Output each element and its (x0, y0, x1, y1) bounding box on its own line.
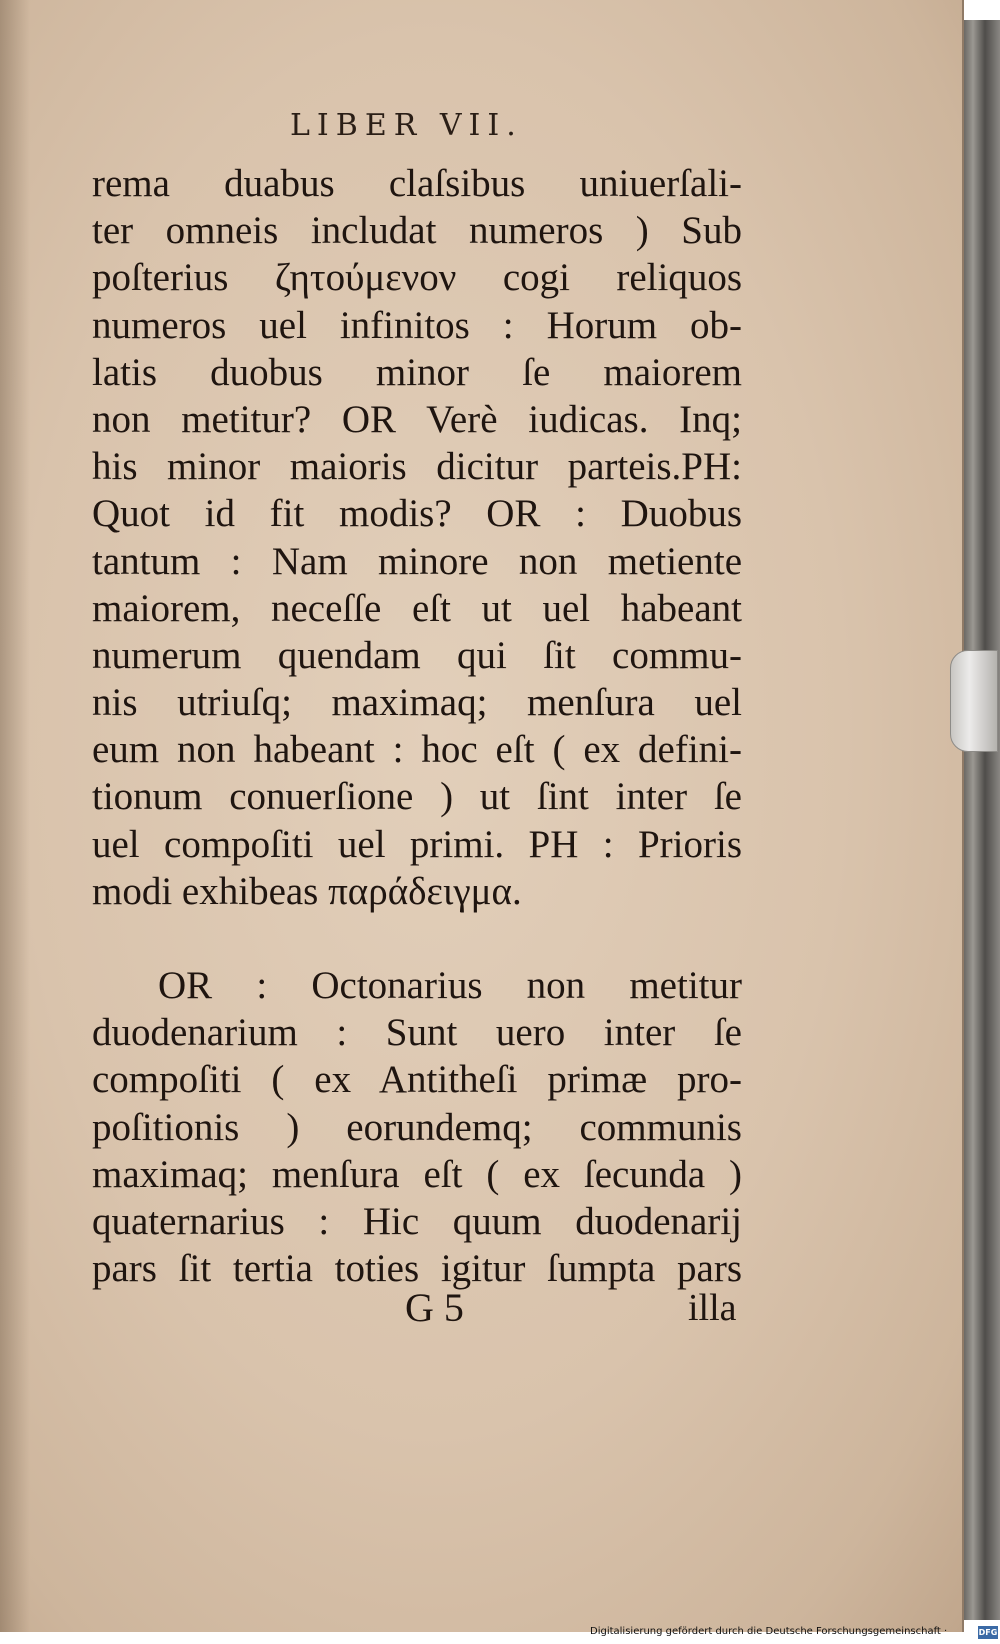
text-line: numeros uel infinitos : Horum ob- (92, 303, 742, 347)
text-line: tionum conuerſione ) ut ſint inter ſe (92, 775, 742, 819)
text-line: duodenarium : Sunt uero inter ſe (92, 1011, 742, 1055)
body-text (92, 160, 742, 1292)
text-line: maximaq; menſura eſt ( ex ſecunda ) (92, 1152, 742, 1196)
running-head: LIBER VII. (290, 108, 523, 143)
text-line: compoſiti ( ex Antitheſi primæ pro- (92, 1058, 742, 1102)
page-clip (950, 650, 998, 752)
text-line: modi exhibeas παράδειγμα. (92, 869, 522, 913)
paragraph-gap (92, 915, 742, 962)
text-line: uel compoſiti uel primi. PH : Prioris (92, 822, 742, 866)
text-line: poſterius ζητούμενον cogi reliquos (92, 256, 742, 300)
text-line: non metitur? OR Verè iudicas. Inq; (92, 397, 742, 441)
text-line: quaternarius : Hic quum duodenarij (92, 1199, 742, 1243)
text-line: maiorem, neceſſe eſt ut uel habeant (92, 586, 742, 630)
text-line: rema duabus claſsibus uniuerſali- (92, 162, 742, 205)
dfg-logo-icon: DFG (978, 1628, 998, 1637)
text-line: ter omneis includat numeros ) Sub (92, 209, 742, 253)
gutter-shadow (0, 0, 30, 1632)
text-line: latis duobus minor ſe maiorem (92, 350, 742, 394)
text-line: OR : Octonarius non metitur (158, 964, 742, 1007)
text-line: eum non habeant : hoc eſt ( ex defini- (92, 728, 742, 772)
text-line: Quot id fit modis? OR : Duobus (92, 492, 742, 536)
text-line: numerum quendam qui ſit commu- (92, 633, 742, 677)
text-line: tantum : Nam minore non metiente (92, 539, 742, 583)
catchword: illa (688, 1287, 737, 1329)
text-line: pars ſit tertia toties igitur ſumpta pars (92, 1247, 742, 1291)
digitization-credit: Digitalisierung gefördert durch die Deutsche Forschungsgemeinschaft · (590, 1626, 948, 1637)
text-line: nis utriuſq; maximaq; menſura uel (92, 681, 742, 725)
text-line: his minor maioris dicitur parteis.PH: (92, 445, 742, 489)
text-line: poſitionis ) eorundemq; communis (92, 1105, 742, 1149)
signature-mark: G 5 (405, 1285, 464, 1330)
